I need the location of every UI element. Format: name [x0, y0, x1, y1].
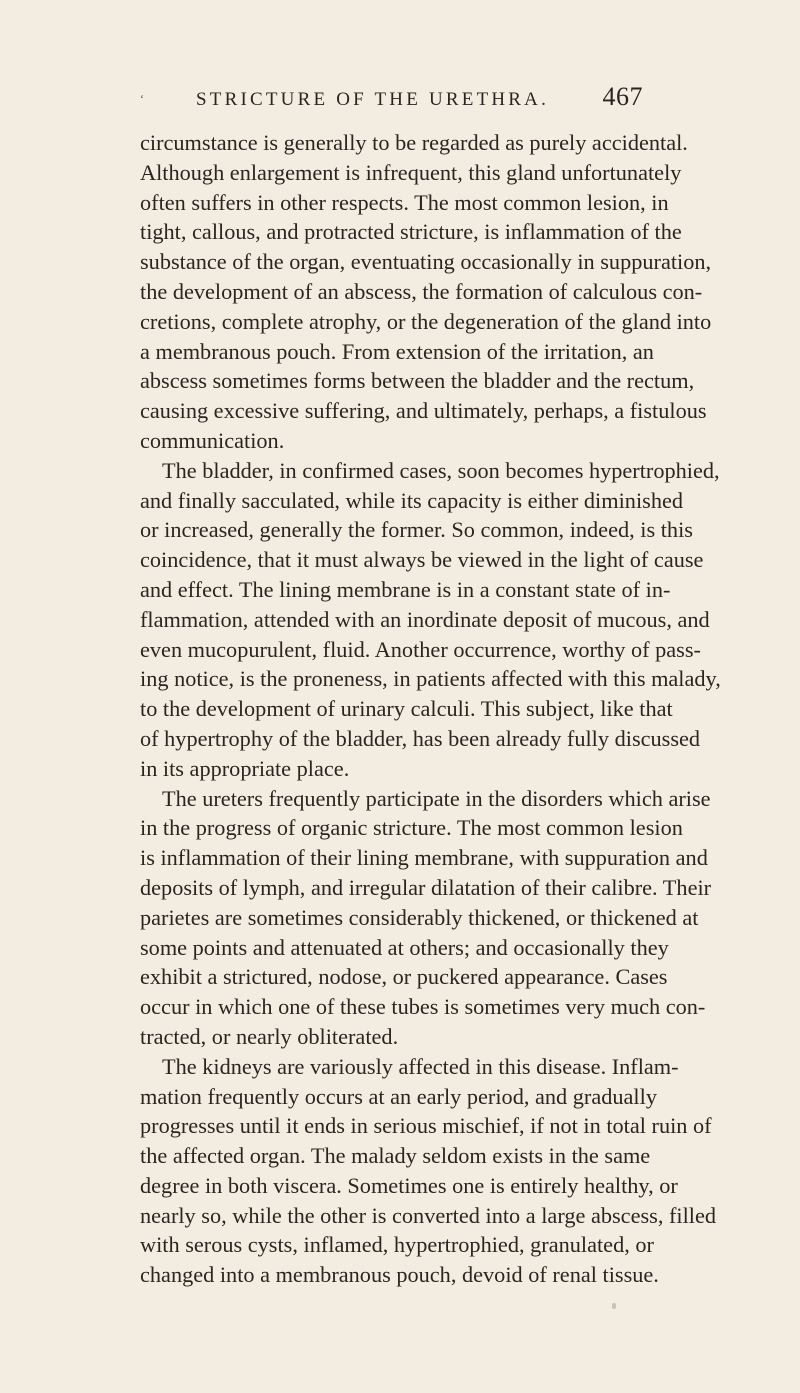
- body-text: [140, 128, 721, 1290]
- paper-speck: [612, 1303, 616, 1309]
- text-line: causing excessive suffering, and ultimately, perhaps, a fistulous: [140, 398, 707, 424]
- page-header: [196, 82, 643, 112]
- running-title: STRICTURE OF THE URETHRA.: [196, 89, 550, 110]
- corner-mark: ‘: [140, 92, 144, 106]
- text-line: progresses until it ends in serious mischief, if not in total ruin of: [140, 1113, 712, 1139]
- paragraph-end-line: communication.: [140, 427, 285, 453]
- paragraph-end-line: tracted, or nearly obliterated.: [140, 1023, 399, 1049]
- text-line: some points and attenuated at others; and occasionally they: [140, 934, 669, 960]
- text-line: and finally sacculated, while its capacity is either diminished: [140, 487, 684, 513]
- text-line: in the progress of organic stricture. The most common lesion: [140, 815, 683, 841]
- text-line: The bladder, in confirmed cases, soon becomes hypertrophied,: [162, 457, 720, 483]
- text-line: of hypertrophy of the bladder, has been already fully discussed: [140, 725, 701, 751]
- text-line: with serous cysts, inflamed, hypertrophied, granulated, or: [140, 1232, 654, 1258]
- text-line: parietes are sometimes considerably thickened, or thickened at: [140, 904, 699, 930]
- text-line: cretions, complete atrophy, or the degeneration of the gland into: [140, 308, 712, 334]
- text-line: mation frequently occurs at an early period, and gradually: [140, 1083, 657, 1109]
- text-line: The ureters frequently participate in the disorders which arise: [162, 785, 711, 811]
- text-line: or increased, generally the former. So common, indeed, is this: [140, 517, 693, 543]
- paragraph-end-line: changed into a membranous pouch, devoid of renal tissue.: [140, 1262, 659, 1288]
- text-line: the development of an abscess, the formation of calculous con-: [140, 278, 703, 304]
- text-line: a membranous pouch. From extension of the irritation, an: [140, 338, 654, 364]
- text-line: flammation, attended with an inordinate deposit of mucous, and: [140, 606, 710, 632]
- text-line: Although enlargement is infrequent, this gland unfortunately: [140, 159, 682, 185]
- text-line: even mucopurulent, fluid. Another occurrence, worthy of pass-: [140, 636, 701, 662]
- text-line: substance of the organ, eventuating occasionally in suppuration,: [140, 249, 712, 275]
- text-line: and effect. The lining membrane is in a constant state of in-: [140, 576, 671, 602]
- text-line: coincidence, that it must always be viewed in the light of cause: [140, 547, 704, 573]
- text-line: the affected organ. The malady seldom exists in the same: [140, 1143, 651, 1169]
- page-number: 467: [602, 82, 643, 111]
- text-line: occur in which one of these tubes is sometimes very much con-: [140, 994, 706, 1020]
- text-line: nearly so, while the other is converted into a large abscess, filled: [140, 1202, 717, 1228]
- text-line: circumstance is generally to be regarded as purely accidental.: [140, 130, 688, 155]
- text-line: is inflammation of their lining membrane, with suppuration and: [140, 845, 708, 871]
- text-line: tight, callous, and protracted stricture, is inflammation of the: [140, 219, 682, 245]
- text-line: deposits of lymph, and irregular dilatation of their calibre. Their: [140, 874, 712, 900]
- text-line: The kidneys are variously affected in this disease. Inflam-: [162, 1053, 679, 1079]
- text-line: often suffers in other respects. The most common lesion, in: [140, 189, 669, 215]
- text-line: abscess sometimes forms between the bladder and the rectum,: [140, 368, 695, 394]
- text-line: degree in both viscera. Sometimes one is entirely healthy, or: [140, 1172, 678, 1198]
- text-line: to the development of urinary calculi. This subject, like that: [140, 696, 673, 722]
- text-line: exhibit a strictured, nodose, or puckered appearance. Cases: [140, 964, 668, 990]
- paragraph-end-line: in its appropriate place.: [140, 755, 350, 781]
- text-line: ing notice, is the proneness, in patients affected with this malady,: [140, 666, 721, 692]
